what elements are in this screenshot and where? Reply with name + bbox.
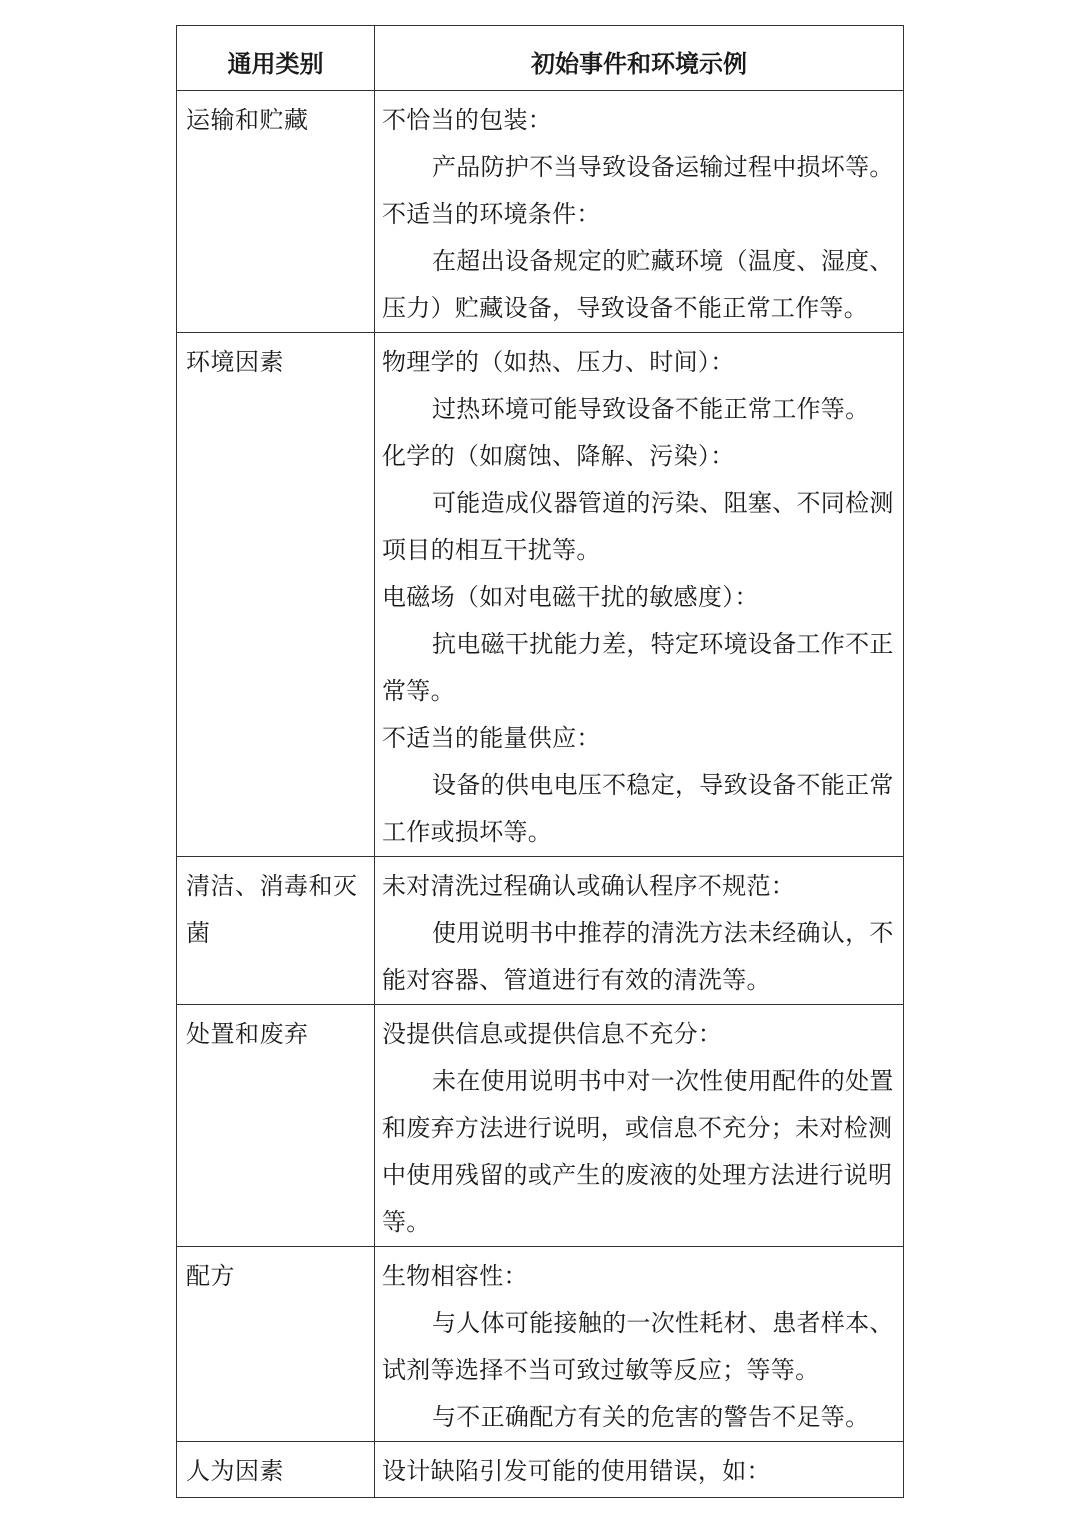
table-header-row xyxy=(177,26,904,91)
example-description: 抗电磁干扰能力差，特定环境设备工作不正常等。 xyxy=(382,630,894,705)
example-heading: 电磁场（如对电磁干扰的敏感度）： xyxy=(382,583,759,611)
example-description: 过热环境可能导致设备不能正常工作等。 xyxy=(432,395,870,423)
example-heading: 没提供信息或提供信息不充分： xyxy=(382,1020,723,1048)
category-cell: 处置和废弃 xyxy=(177,1005,375,1247)
examples-cell xyxy=(375,333,904,857)
example-description: 可能造成仪器管道的污染、阻塞、不同检测项目的相互干扰等。 xyxy=(382,489,894,564)
table-row xyxy=(177,333,904,857)
table-row xyxy=(177,1247,904,1442)
table-row xyxy=(177,857,904,1005)
example-heading: 不适当的能量供应： xyxy=(382,724,601,752)
table-row xyxy=(177,91,904,333)
header-general-category: 通用类别 xyxy=(177,26,375,91)
category-cell: 清洁、消毒和灭菌 xyxy=(177,857,375,1005)
category-cell: 环境因素 xyxy=(177,333,375,857)
example-description: 未在使用说明书中对一次性使用配件的处置和废弃方法进行说明，或信息不充分；未对检测中使用残留的或产生的废液的处理方法进行说明等。 xyxy=(382,1067,894,1236)
example-heading: 生物相容性： xyxy=(382,1262,528,1290)
examples-cell xyxy=(375,1442,904,1498)
example-description: 产品防护不当导致设备运输过程中损坏等。 xyxy=(432,153,894,181)
table-row xyxy=(177,1005,904,1247)
examples-cell xyxy=(375,1005,904,1247)
example-description: 使用说明书中推荐的清洗方法未经确认，不能对容器、管道进行有效的清洗等。 xyxy=(382,919,894,994)
examples-cell xyxy=(375,1247,904,1442)
example-description: 在超出设备规定的贮藏环境（温度、湿度、压力）贮藏设备，导致设备不能正常工作等。 xyxy=(382,247,894,322)
example-description: 与不正确配方有关的危害的警告不足等。 xyxy=(432,1403,870,1431)
example-heading: 不适当的环境条件： xyxy=(382,200,601,228)
table-row xyxy=(177,1442,904,1498)
category-cell: 人为因素 xyxy=(177,1442,375,1498)
example-heading: 未对清洗过程确认或确认程序不规范： xyxy=(382,872,796,900)
examples-cell xyxy=(375,857,904,1005)
header-initial-events: 初始事件和环境示例 xyxy=(375,26,904,91)
example-heading: 物理学的（如热、压力、时间）： xyxy=(382,348,735,376)
category-cell: 配方 xyxy=(177,1247,375,1442)
example-description: 设备的供电电压不稳定，导致设备不能正常工作或损坏等。 xyxy=(382,771,894,846)
example-heading: 设计缺陷引发可能的使用错误，如： xyxy=(382,1457,771,1485)
example-heading: 不恰当的包装： xyxy=(382,106,553,134)
risk-examples-table xyxy=(176,25,904,1498)
category-cell: 运输和贮藏 xyxy=(177,91,375,333)
example-heading: 化学的（如腐蚀、降解、污染）： xyxy=(382,442,735,470)
example-description: 与人体可能接触的一次性耗材、患者样本、试剂等选择不当可致过敏等反应；等等。 xyxy=(382,1309,894,1384)
examples-cell xyxy=(375,91,904,333)
table-body xyxy=(177,91,904,1498)
